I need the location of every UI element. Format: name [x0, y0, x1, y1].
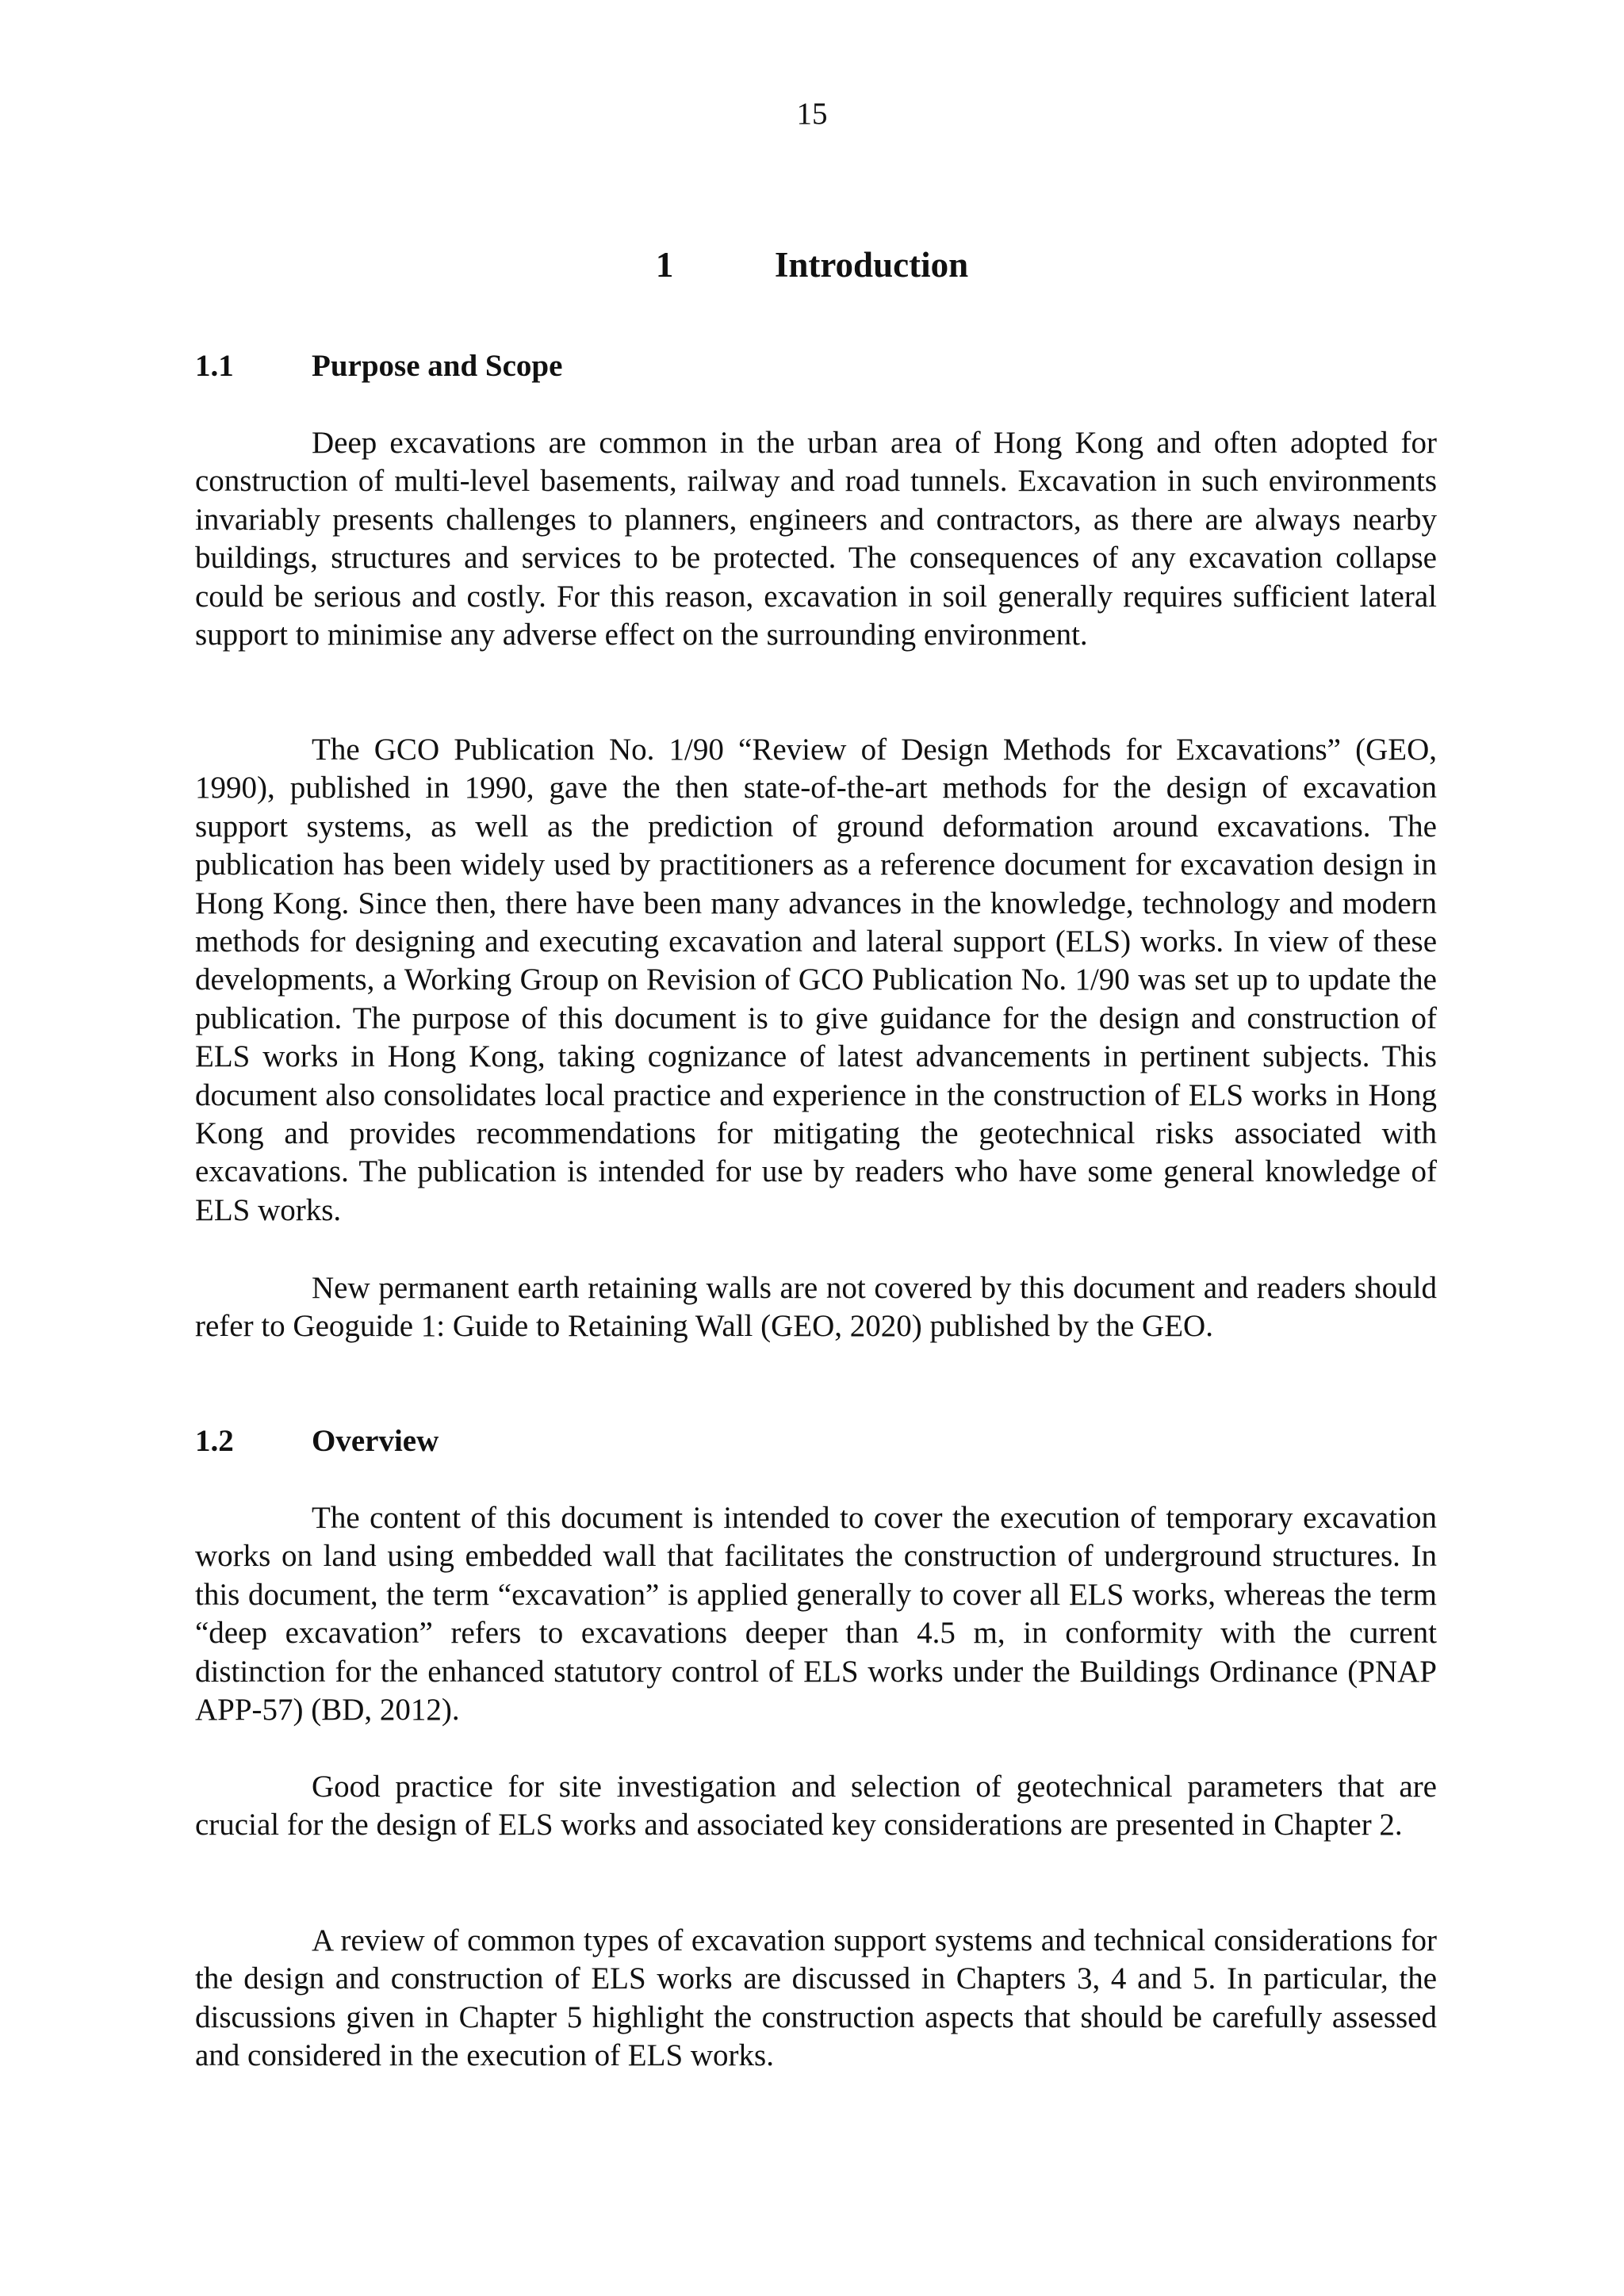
chapter-number: 1	[655, 245, 674, 285]
page-number: 15	[796, 97, 828, 131]
section-heading-purpose-and-scope	[195, 347, 562, 385]
section-heading-overview	[195, 1422, 439, 1460]
paragraph: A review of common types of excavation support systems and technical considerations for the design and construction of ELS works are discussed in Chapters 3, 4 and 5. In particular, the discussions given in Chapter 5 highlight the construction aspects that should be carefully assessed and considered in the execution of ELS works.	[195, 1923, 1437, 2073]
section-number: 1.2	[195, 1424, 234, 1458]
section-number: 1.1	[195, 349, 234, 383]
section-title: Overview	[312, 1424, 439, 1458]
paragraph: New permanent earth retaining walls are not covered by this document and readers should refer to Geoguide 1: Guide to Retaining Wall (GEO, 2020) published by the GEO.	[195, 1271, 1437, 1344]
paragraph: Deep excavations are common in the urban area of Hong Kong and often adopted for construction of multi-level basements, railway and road tunnels. Excavation in such environments invariably presents challenges to planners, engineers and contractors, as there are always nearby buildings, structures and services to be protected. The consequences of any excavation collapse could be serious and costly. For this reason, excavation in soil generally requires sufficient lateral support to minimise any adverse effect on the surrounding environment.	[195, 426, 1437, 652]
section-title: Purpose and Scope	[312, 349, 563, 383]
paragraph: Good practice for site investigation and selection of geotechnical parameters that are crucial for the design of ELS works and associated key considerations are presented in Chapter 2.	[195, 1770, 1437, 1843]
paragraph: The GCO Publication No. 1/90 “Review of Design Methods for Excavations” (GEO, 1990), published in 1990, gave the then state-of-the-art methods for the design of excavation support systems, as well as the prediction of ground deformation around excavations. The publication has been widely used by practitioners as a reference document for excavation design in Hong Kong. Since then, there have been many advances in the knowledge, technology and modern methods for designing and executing excavation and lateral support (ELS) works. In view of these developments, a Working Group on Revision of GCO Publication No. 1/90 was set up to update the publication. The purpose of this document is to give guidance for the design and construction of ELS works in Hong Kong, taking cognizance of latest advancements in pertinent subjects. This document also consolidates local practice and experience in the construction of ELS works in Hong Kong and provides recommendations for mitigating the geotechnical risks associated with excavations. The publication is intended for use by readers who have some general knowledge of ELS works.	[195, 733, 1437, 1227]
chapter-title-text: Introduction	[774, 245, 969, 285]
paragraph: The content of this document is intended to cover the execution of temporary excavation works on land using embedded wall that facilitates the construction of underground structures. In this document, the term “excavation” is applied generally to cover all ELS works, whereas the term “deep excavation” refers to excavations deeper than 4.5 m, in conformity with the current distinction for the enhanced statutory control of ELS works under the Buildings Ordinance (PNAP APP-57) (BD, 2012).	[195, 1501, 1437, 1728]
chapter-title	[0, 243, 1624, 287]
